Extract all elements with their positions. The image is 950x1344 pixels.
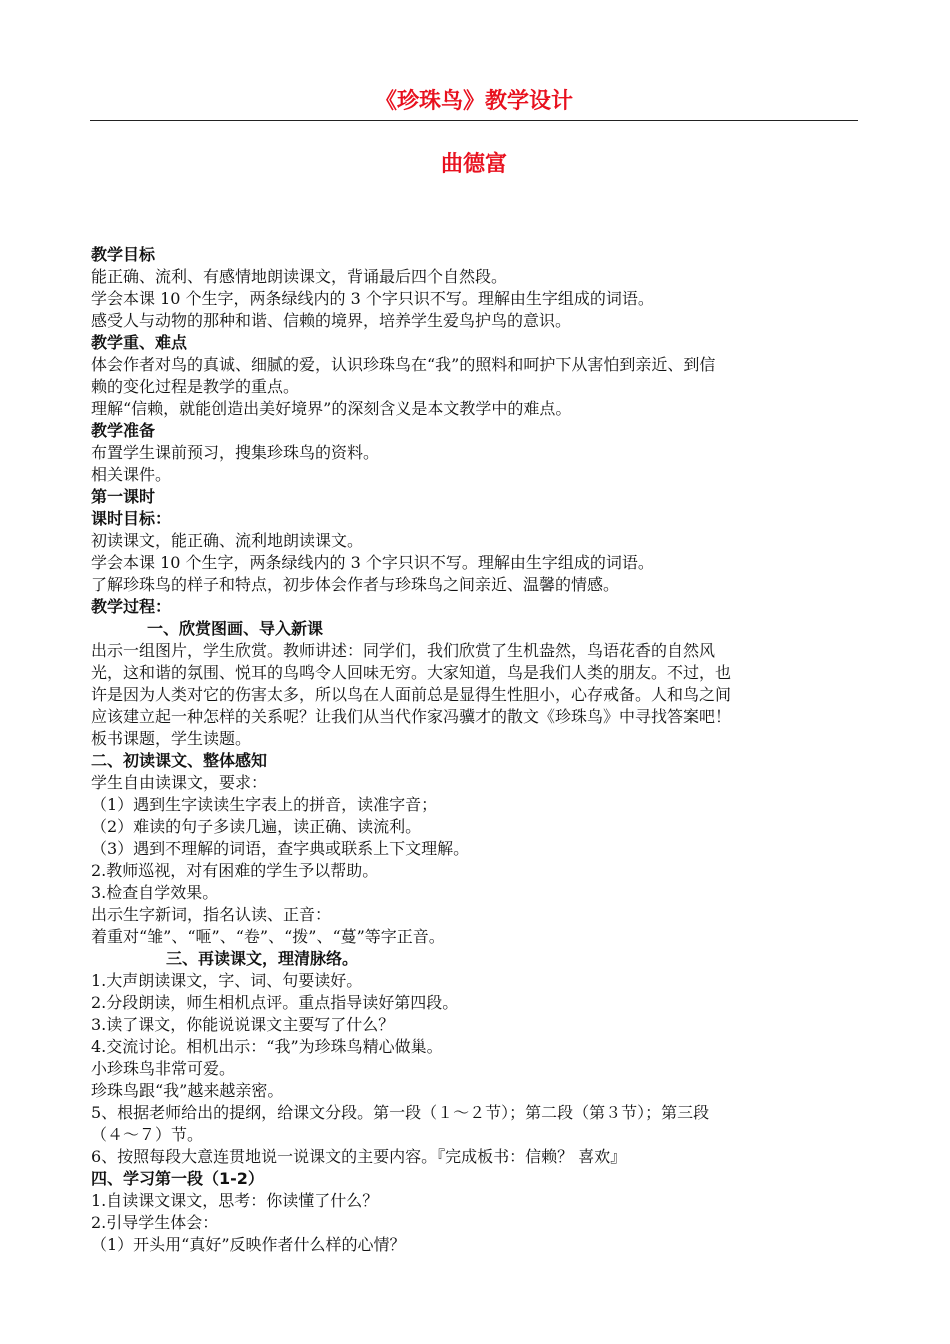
- body-line: 学会本课 10 个生字，两条绿线内的 3 个字只识不写。理解由生字组成的词语。: [91, 289, 654, 308]
- section-heading: 三、再读课文，理清脉络。: [166, 949, 359, 968]
- body-line: 着重对“雏”、“咂”、“卷”、“拨”、“蔓”等字正音。: [91, 927, 445, 946]
- body-line: 布置学生课前预习，搜集珍珠鸟的资料。: [91, 443, 380, 462]
- body-line: 3.读了课文，你能说说课文主要写了什么？: [91, 1015, 395, 1034]
- body-line: 了解珍珠鸟的样子和特点，初步体会作者与珍珠鸟之间亲近、温馨的情感。: [91, 575, 620, 594]
- body-line: 赖的变化过程是教学的重点。: [91, 377, 300, 396]
- body-line: 相关课件。: [91, 465, 172, 484]
- body-line: （４～７）节。: [91, 1125, 204, 1144]
- body-line: 珍珠鸟跟“我”越来越亲密。: [91, 1081, 284, 1100]
- section-heading: 二、初读课文、整体感知: [91, 751, 268, 770]
- body-line: 感受人与动物的那种和谐、信赖的境界，培养学生爱鸟护鸟的意识。: [91, 311, 572, 330]
- body-line: 2.引导学生体会：: [91, 1213, 219, 1232]
- section-heading: 教学过程：: [91, 597, 172, 616]
- body-line: 出示一组图片，学生欣赏。教师讲述：同学们，我们欣赏了生机盎然，鸟语花香的自然风: [91, 641, 716, 660]
- body-line: 能正确、流利、有感情地朗读课文，背诵最后四个自然段。: [91, 267, 508, 286]
- body-line: （3）遇到不理解的词语，查字典或联系上下文理解。: [91, 839, 470, 858]
- body-line: 体会作者对鸟的真诚、细腻的爱，认识珍珠鸟在“我”的照料和呵护下从害怕到亲近、到信: [91, 355, 716, 374]
- section-heading: 四、学习第一段（1-2）: [91, 1169, 264, 1188]
- body-line: 出示生字新词，指名认读、正音：: [91, 905, 332, 924]
- section-heading: 教学重、难点: [91, 333, 188, 352]
- body-line: 1.大声朗读课文，字、词、句要读好。: [91, 971, 363, 990]
- body-line: 学会本课 10 个生字，两条绿线内的 3 个字只识不写。理解由生字组成的词语。: [91, 553, 654, 572]
- document-author: 曲德富: [440, 152, 507, 177]
- document-body: [91, 244, 859, 1256]
- body-line: 初读课文，能正确、流利地朗读课文。: [91, 531, 364, 550]
- section-heading: 教学目标: [91, 245, 156, 264]
- body-line: 小珍珠鸟非常可爱。: [91, 1059, 236, 1078]
- section-heading: 教学准备: [91, 421, 156, 440]
- body-line: 许是因为人类对它的伤害太多，所以鸟在人面前总是显得生性胆小，心存戒备。人和鸟之间: [91, 685, 732, 704]
- body-line: 光，这和谐的氛围、悦耳的鸟鸣令人回味无穷。大家知道，鸟是我们人类的朋友。不过，也: [91, 663, 732, 682]
- section-heading: 课时目标：: [91, 509, 172, 528]
- body-line: （1）遇到生字读读生字表上的拼音，读准字音；: [91, 795, 438, 814]
- title-underline: [90, 120, 858, 121]
- body-line: （2）难读的句子多读几遍，读正确、读流利。: [91, 817, 422, 836]
- body-line: （1）开头用“真好”反映作者什么样的心情？: [91, 1235, 406, 1254]
- body-line: 4.交流讨论。相机出示：“我”为珍珠鸟精心做巢。: [91, 1037, 443, 1056]
- body-line: 理解“信赖，就能创造出美好境界”的深刻含义是本文教学中的难点。: [91, 399, 572, 418]
- body-line: 6、按照每段大意连贯地说一说课文的主要内容。『完成板书：信赖？ 喜欢』: [91, 1147, 627, 1166]
- body-line: 板书课题，学生读题。: [91, 729, 252, 748]
- body-line: 2.分段朗读，师生相机点评。重点指导读好第四段。: [91, 993, 459, 1012]
- body-line: 3.检查自学效果。: [91, 883, 219, 902]
- section-heading: 第一课时: [91, 487, 156, 506]
- document-title: 《珍珠鸟》教学设计: [374, 89, 573, 114]
- body-line: 1.自读课文课文，思考：你读懂了什么？: [91, 1191, 379, 1210]
- body-line: 5、根据老师给出的提纲，给课文分段。第一段（１～２节）；第二段（第３节）；第三段: [91, 1103, 710, 1122]
- body-line: 应该建立起一种怎样的关系呢？让我们从当代作家冯骥才的散文《珍珠鸟》中寻找答案吧！: [91, 707, 732, 726]
- body-line: 学生自由读课文，要求：: [91, 773, 268, 792]
- body-line: 2.教师巡视，对有困难的学生予以帮助。: [91, 861, 379, 880]
- section-heading: 一、欣赏图画、导入新课: [147, 619, 324, 638]
